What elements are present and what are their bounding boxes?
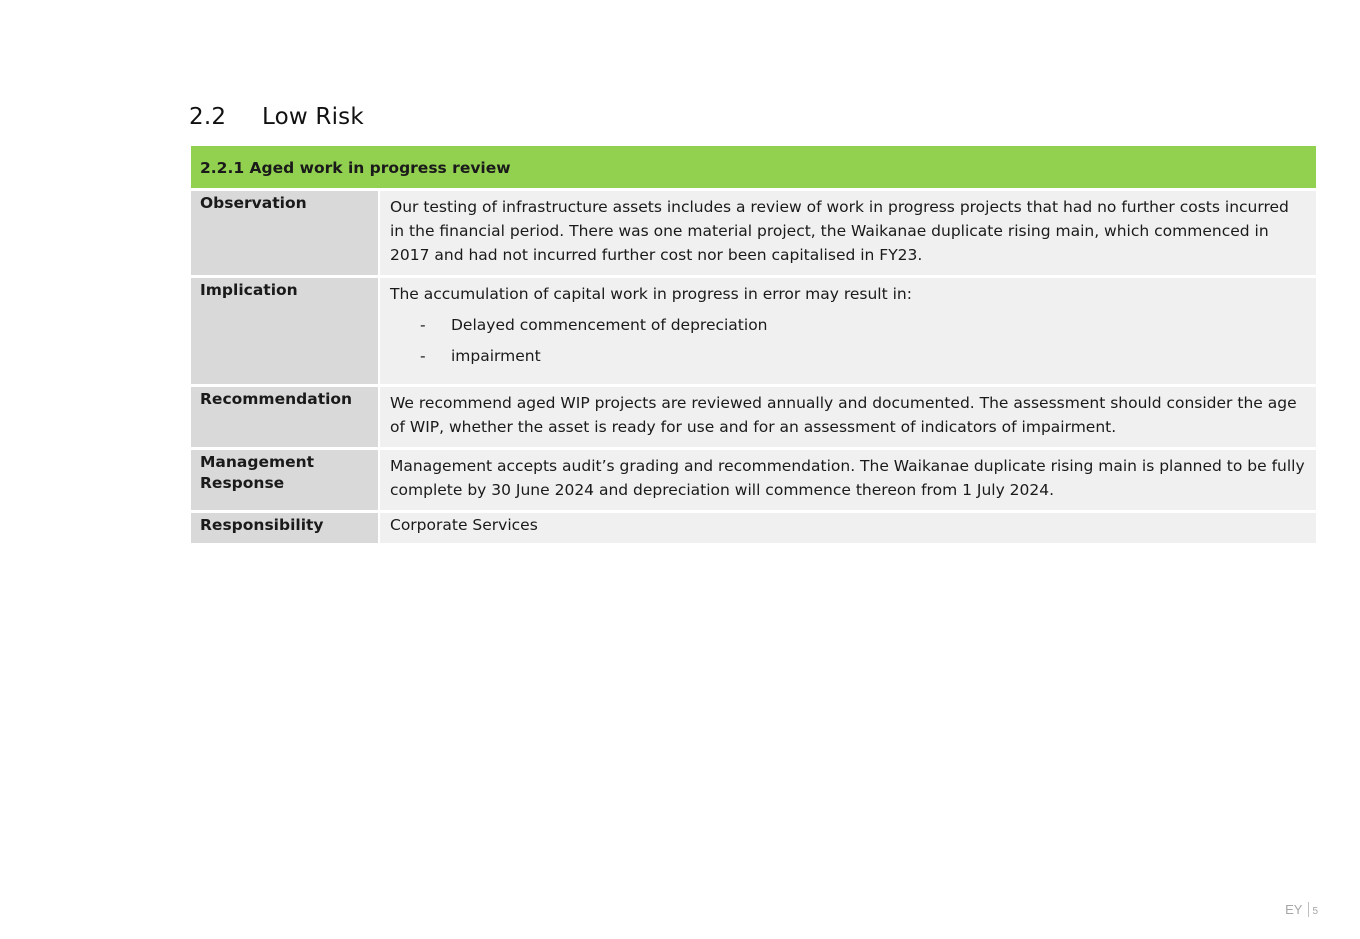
implication-intro: The accumulation of capital work in progress in error may result in: bbox=[390, 285, 912, 303]
implication-label: Implication bbox=[191, 278, 378, 387]
section-title: Low Risk bbox=[262, 104, 364, 130]
dash-marker: - bbox=[420, 347, 426, 365]
bullet-text: impairment bbox=[451, 347, 541, 365]
list-item bbox=[390, 313, 1306, 337]
bullet-text: Delayed commencement of depreciation bbox=[451, 316, 768, 334]
recommendation-row bbox=[191, 387, 1316, 450]
observation-text: Our testing of infrastructure assets includes a review of work in progress projects that had no further costs incurred in the financial period. There was one material project, the Waikanae duplicate rising main, which commenced in 2017 and had not incurred further cost nor been capitalised in FY23. bbox=[380, 191, 1316, 278]
responsibility-text: Corporate Services bbox=[380, 513, 1316, 546]
list-item bbox=[390, 344, 1306, 368]
page-number: 5 bbox=[1312, 906, 1318, 917]
recommendation-text: We recommend aged WIP projects are reviewed annually and documented. The assessment should consider the age of WIP, whether the asset is ready for use and for an assessment of indicators of impairment. bbox=[380, 387, 1316, 450]
footer-brand: EY bbox=[1285, 902, 1309, 917]
implication-row bbox=[191, 278, 1316, 387]
finding-table bbox=[189, 146, 1318, 546]
management-response-text: Management accepts audit’s grading and recommendation. The Waikanae duplicate rising main is planned to be fully complete by 30 June 2024 and depreciation will commence thereon from 1 July 2024. bbox=[380, 450, 1316, 513]
recommendation-label: Recommendation bbox=[191, 387, 378, 450]
observation-label: Observation bbox=[191, 191, 378, 278]
implication-bullet-list bbox=[390, 313, 1306, 368]
management-response-label-line2: Response bbox=[200, 474, 285, 492]
management-response-label-line1: Management bbox=[200, 453, 315, 471]
dash-marker: - bbox=[420, 316, 426, 334]
finding-header-row bbox=[191, 146, 1316, 191]
management-response-row bbox=[191, 450, 1316, 513]
observation-row bbox=[191, 191, 1316, 278]
section-number: 2.2 bbox=[189, 104, 227, 130]
finding-header: 2.2.1 Aged work in progress review bbox=[191, 146, 1316, 191]
responsibility-label: Responsibility bbox=[191, 513, 378, 546]
page-footer bbox=[1285, 902, 1318, 917]
implication-content bbox=[380, 278, 1316, 387]
section-heading bbox=[189, 104, 364, 130]
management-response-label bbox=[191, 450, 378, 513]
responsibility-row bbox=[191, 513, 1316, 546]
